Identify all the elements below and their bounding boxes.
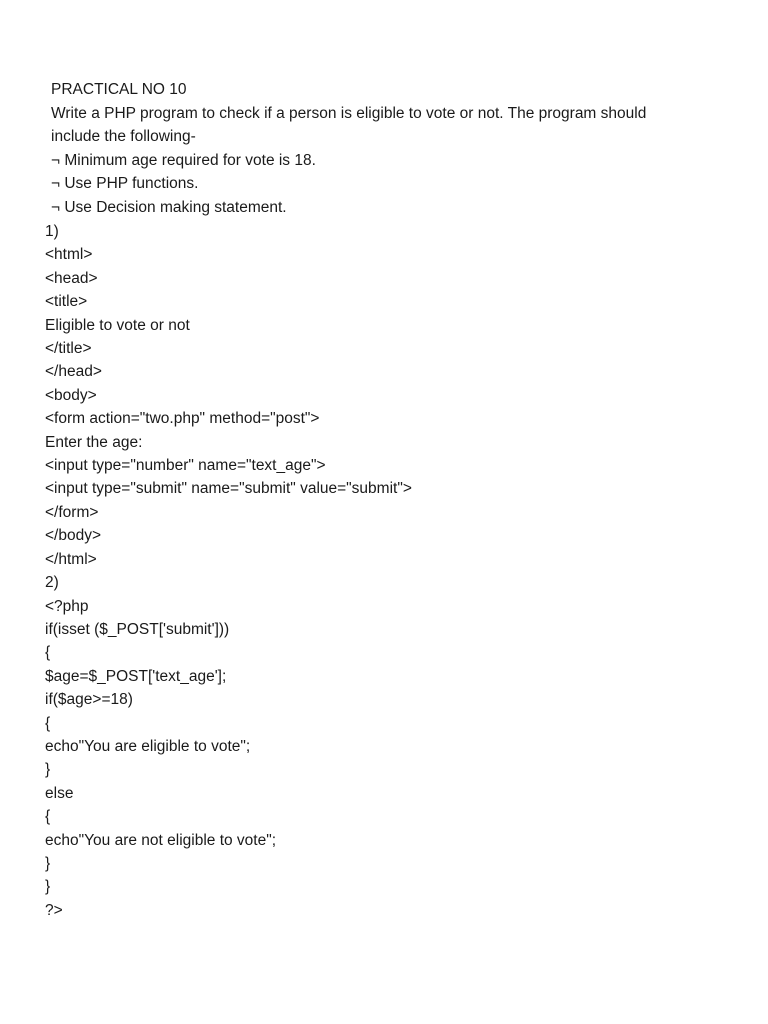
code-line: echo"You are not eligible to vote";	[45, 831, 277, 849]
code-line: }	[45, 878, 51, 896]
code-line: }	[45, 854, 51, 872]
code-line: 1)	[45, 223, 59, 240]
code-line: <form action="two.php" method="post">	[45, 410, 320, 428]
practical-intro	[51, 78, 731, 219]
code-line: {	[45, 644, 51, 662]
code-line: Eligible to vote or not	[45, 316, 190, 334]
code-line: <?php	[45, 597, 89, 615]
code-listing	[45, 220, 412, 922]
code-line: if($age>=18)	[45, 691, 133, 709]
code-line: <input type="submit" name="submit" value="submit">	[45, 480, 412, 498]
code-line: else	[45, 784, 74, 802]
question-text-line-2: include the following-	[51, 128, 196, 145]
practical-heading: PRACTICAL NO 10	[51, 81, 187, 98]
code-line: 2)	[45, 574, 59, 592]
code-line: <body>	[45, 386, 97, 404]
code-line: <input type="number" name="text_age">	[45, 457, 326, 475]
code-line: </body>	[45, 527, 102, 545]
code-line: }	[45, 761, 51, 779]
code-line: $age=$_POST['text_age'];	[45, 667, 227, 685]
code-line: </form>	[45, 503, 99, 521]
code-line: </html>	[45, 550, 97, 568]
requirement-item: ¬ Use Decision making statement.	[51, 198, 287, 216]
code-line: echo"You are eligible to vote";	[45, 737, 251, 755]
code-line: </head>	[45, 363, 102, 381]
code-line: ?>	[45, 901, 63, 919]
code-line: </title>	[45, 340, 92, 358]
code-line: <title>	[45, 293, 88, 311]
code-line: if(isset ($_POST['submit']))	[45, 620, 230, 638]
code-line: <head>	[45, 269, 98, 287]
question-text-line-1: Write a PHP program to check if a person is eligible to vote or not. The program should	[51, 104, 647, 122]
code-line: <html>	[45, 246, 93, 264]
code-line: {	[45, 714, 51, 732]
requirement-item: ¬ Minimum age required for vote is 18.	[51, 151, 316, 169]
requirement-item: ¬ Use PHP functions.	[51, 175, 199, 192]
code-line: {	[45, 808, 51, 826]
code-line: Enter the age:	[45, 433, 143, 451]
